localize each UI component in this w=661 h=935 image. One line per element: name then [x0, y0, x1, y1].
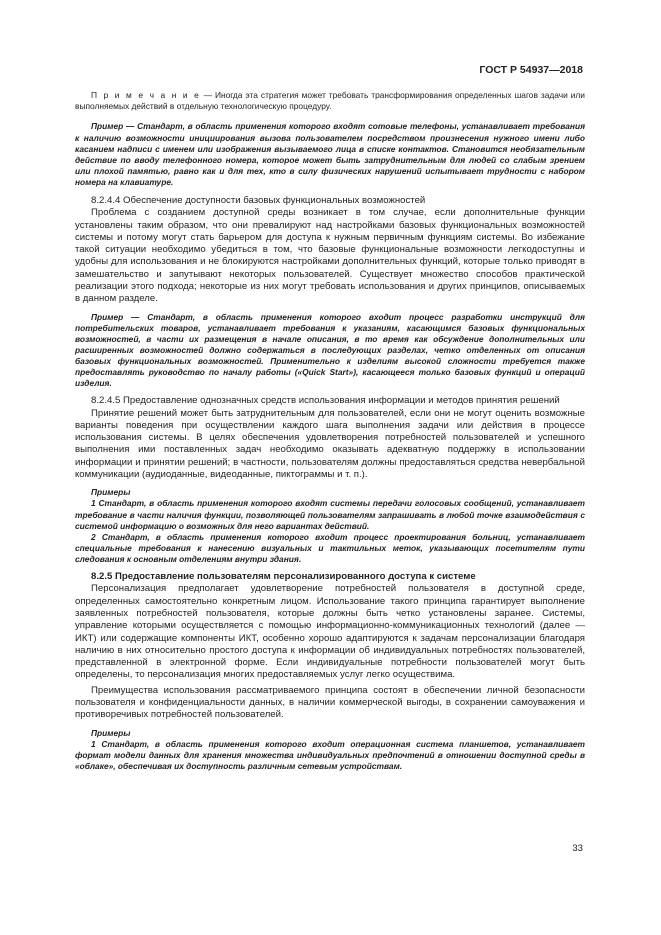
document-body — [75, 90, 585, 778]
example-phones: Пример — Стандарт, в область применения которого входят сотовые телефоны, устанавливает требования к наличию возможности инициирования вызова пользователем посредством произнесения нужного имени либо касанием надписи с именем или изображения вызываемого лица в списке контактов. Становится необязательным действие по вводу телефонного номера, которое может быть затруднительным для людей со слабым зрением или плохой памятью, равно как и для тех, кто в силу физических нарушений испытывает трудности с набором номера на клавиатуре. — [75, 121, 585, 187]
section-825-heading: 8.2.5 Предоставление пользователям персонализированного доступа к системе — [91, 571, 476, 583]
section-8244-heading: 8.2.4.4 Обеспечение доступности базовых функциональных возможностей — [91, 194, 426, 206]
section-825-paragraph-1: Персонализация предполагает удовлетворение потребностей пользователя в доступной среде, определенных самостоятельно конкретным лицом. Использование такого принципа гарантирует выполнение заявленных потребностей пользователя, которые должны быть четко установлены заранее. Системы, управление которыми осуществляется с помощью информационно-коммуникационных технологий (далее — ИКТ) или содержащие компоненты ИКТ, особенно хорошо адаптируются к задачам персонализации благодаря наличию в них относительно простого доступа к информации об индивидуальных потребностях пользователей, представленной в электронной форме. Если индивидуальные потребности пользователей могут быть определены, то персонализация многих предоставляемых услуг легко осуществима. — [75, 583, 585, 681]
note-label: П р и м е ч а н и е — [91, 90, 201, 100]
section-825-examples-title: Примеры — [91, 727, 131, 738]
section-8244-example: Пример — Стандарт, в область применения которого входит процесс разработки инструкций для потребительских товаров, устанавливает требования к указаниям, касающимся базовых функциональных возможностей, в части их размещения в начале описания, в то время как обсуждение дополнительных или расширенных возможностей должно содержаться в последующих разделах, четко отделенных от описания базовых функциональных возможностей. Применительно к изделиям высокой сложности требуется также предоставлять руководство по началу работы («Quick Start»), касающееся только базовых функций и операций изделия. — [75, 311, 585, 389]
section-8245-example-1: 1 Стандарт, в область применения которого входят системы передачи голосовых сообщений, устанавливает требование в части наличия функции, позволяющей пользователям запрашивать в любой точке взаимодействия с системой информацию о возможных для него вариантах действий. — [75, 498, 585, 531]
standard-id: ГОСТ Р 54937—2018 — [479, 64, 583, 76]
section-8245-heading: 8.2.4.5 Предоставление однозначных средств использования информации и методов принятия решений — [91, 395, 560, 407]
note-text: — Иногда эта стратегия может требовать трансформирования определенных шагов задачи или выполняемых действий в отдельную технологическую процедуру. — [75, 90, 585, 112]
section-8244-paragraph: Проблема с созданием доступной среды возникает в том случае, если дополнительные функции установлены таким образом, что они превалируют над настройками базовых функциональных возможностей системы и потому могут стать барьером для доступа к нужным первичным функциям системы. Во избежание такой ситуации необходимо убедиться в том, что базовые функциональные возможности легкодоступны и удобны для использования и не блокируются настройками дополнительных функций, которые только приводят в замешательство и запутывают некоторых пользователей. Существует множество способов практической реализации этого подхода; некоторые из них могут требовать использования и других принципов, описываемых в данном разделе. — [75, 207, 585, 305]
section-8245-example-2: 2 Стандарт, в область применения которого входит процесс проектирования больниц, устанавливает специальные требования к нанесению визуальных и тактильных меток, указывающих посетителям пути следования к основным отделениям внутри здания. — [75, 531, 585, 564]
section-8245-paragraph: Принятие решений может быть затруднительным для пользователей, если они не могут оценить возможные варианты поведения при осуществлении каждого шага выполнения задачи или действия в процессе использования системы. В целях обеспечения удовлетворения потребностей пользователей и успешного выполнения ими поставленных задач необходимо оказывать адекватную поддержку в использовании информации и принятии решений; в частности, пользователям должны предоставляться средства невербальной коммуникации (аудиоданные, видеоданные, пиктограммы и т. п.). — [75, 407, 585, 481]
section-825-paragraph-2: Преимущества использования рассматриваемого принципа состоят в обеспечении личной безопасности пользователя и конфиденциальности данных, в наличии коммерческой выгоды, в сохранении самоуважения и противоречивых потребностей пользователей. — [75, 684, 585, 721]
section-825-example-1: 1 Стандарт, в область применения которого входит операционная система планшетов, устанавливает формат модели данных для хранения множества индивидуальных предпочтений в отношении доступной среды в «облаке», обеспечивая их доступность различным сетевым устройствам. — [75, 738, 585, 771]
section-8245-examples-title: Примеры — [91, 487, 131, 498]
page-number: 33 — [572, 843, 583, 854]
note — [75, 90, 585, 112]
